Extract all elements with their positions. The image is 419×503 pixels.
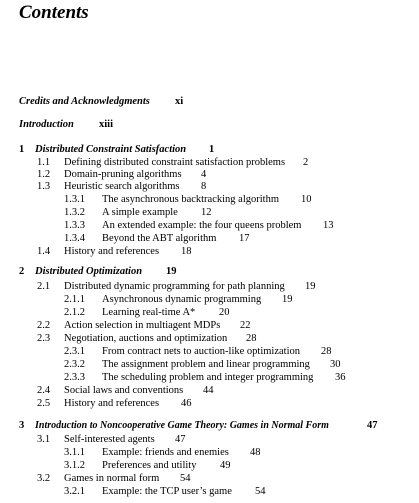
toc-subsection-number: 1.3.4 (64, 233, 85, 244)
toc-chapter-page: 1 (209, 144, 215, 155)
toc-subsection-title[interactable]: From contract nets to auction-like optimization (102, 346, 300, 357)
toc-subsection-number: 1.3.1 (64, 194, 85, 205)
toc-section-page: 18 (181, 246, 192, 257)
toc-subsection-number: 1.3.3 (64, 220, 85, 231)
toc-section-page: 4 (201, 169, 207, 180)
toc-subsection-title[interactable]: Asynchronous dynamic programming (102, 294, 262, 305)
toc-subsection-title[interactable]: Preferences and utility (102, 460, 197, 471)
toc-subsection-page: 28 (321, 346, 332, 357)
toc-subsection-number: 2.3.1 (64, 346, 85, 357)
toc-chapter-number: 2 (19, 266, 25, 277)
toc-subsection-page: 12 (201, 207, 212, 218)
toc-section-number: 1.2 (37, 169, 51, 180)
toc-section-page: 19 (305, 281, 316, 292)
toc-section-number: 2.2 (37, 320, 51, 331)
toc-subsection-number: 2.1.2 (64, 307, 85, 318)
toc-section-title[interactable]: Defining distributed constraint satisfaction problems (64, 157, 286, 168)
toc-front-label[interactable]: Credits and Acknowledgments (19, 96, 150, 107)
toc-subsection-title[interactable]: The asynchronous backtracking algorithm (102, 194, 279, 205)
toc-subsection-number: 2.3.3 (64, 372, 85, 383)
toc-chapter-number: 1 (19, 144, 25, 155)
toc-chapter-page: 47 (367, 420, 378, 431)
toc-section-page: 8 (201, 181, 207, 192)
toc-section-number: 3.2 (37, 473, 51, 484)
toc-chapter-page: 19 (166, 266, 177, 277)
toc-subsection-page: 49 (220, 460, 231, 471)
toc-section-number: 2.4 (37, 385, 51, 396)
toc-subsection-page: 17 (239, 233, 250, 244)
toc-subsection-page: 10 (301, 194, 312, 205)
toc-section-title[interactable]: Social laws and conventions (64, 385, 184, 396)
toc-section-title[interactable]: Domain-pruning algorithms (64, 169, 182, 180)
toc-subsection-title[interactable]: The scheduling problem and integer programming (102, 372, 314, 383)
toc-front-page: xi (175, 96, 184, 107)
toc-section-page: 54 (180, 473, 191, 484)
toc-section-page: 46 (181, 398, 192, 409)
toc-subsection-page: 54 (255, 486, 266, 497)
toc-section-title[interactable]: Action selection in multiagent MDPs (64, 320, 221, 331)
toc-section-page: 47 (175, 434, 186, 445)
toc-front-page: xiii (99, 119, 114, 130)
toc-subsection-number: 2.1.1 (64, 294, 85, 305)
toc-subsection-page: 36 (335, 372, 346, 383)
toc-section-title[interactable]: Heuristic search algorithms (64, 181, 180, 192)
toc-subsection-page: 20 (219, 307, 230, 318)
toc-chapter-title[interactable]: Distributed Constraint Satisfaction (35, 144, 187, 155)
toc-subsection-page: 48 (250, 447, 261, 458)
toc-subsection-number: 1.3.2 (64, 207, 85, 218)
toc-subsection-number: 2.3.2 (64, 359, 85, 370)
toc-chapter-title[interactable]: Introduction to Noncooperative Game Theory: Games in Normal Form (35, 420, 329, 431)
toc-subsection-number: 3.1.1 (64, 447, 85, 458)
toc-subsection-page: 19 (282, 294, 293, 305)
toc-subsection-title[interactable]: Example: the TCP user’s game (102, 486, 232, 497)
toc-subsection-number: 3.2.1 (64, 486, 85, 497)
toc-subsection-title[interactable]: Example: friends and enemies (102, 447, 229, 458)
toc-section-title[interactable]: Games in normal form (64, 473, 160, 484)
toc-subsection-title[interactable]: Beyond the ABT algorithm (102, 233, 217, 244)
toc-section-number: 2.5 (37, 398, 51, 409)
toc-section-number: 1.3 (37, 181, 51, 192)
toc-section-title[interactable]: Negotiation, auctions and optimization (64, 333, 228, 344)
toc-subsection-title[interactable]: Learning real-time A* (102, 307, 196, 318)
toc-front-label[interactable]: Introduction (19, 119, 74, 130)
page-title: Contents (19, 2, 89, 23)
toc-section-number: 2.1 (37, 281, 51, 292)
toc-section-page: 22 (240, 320, 251, 331)
toc-subsection-title[interactable]: A simple example (102, 207, 178, 218)
toc-section-title[interactable]: History and references (64, 398, 160, 409)
toc-section-title[interactable]: Self-interested agents (64, 434, 155, 445)
toc-section-number: 1.1 (37, 157, 51, 168)
toc-section-page: 2 (303, 157, 309, 168)
toc-section-number: 3.1 (37, 434, 51, 445)
toc-section-number: 2.3 (37, 333, 51, 344)
toc-section-page: 28 (246, 333, 257, 344)
toc-subsection-title[interactable]: The assignment problem and linear programming (102, 359, 310, 370)
toc-section-number: 1.4 (37, 246, 51, 257)
toc-section-page: 44 (203, 385, 214, 396)
toc-subsection-page: 13 (323, 220, 334, 231)
toc-subsection-number: 3.1.2 (64, 460, 85, 471)
toc-section-title[interactable]: History and references (64, 246, 160, 257)
toc-section-title[interactable]: Distributed dynamic programming for path planning (64, 281, 285, 292)
toc-chapter-number: 3 (19, 420, 25, 431)
toc-chapter-title[interactable]: Distributed Optimization (35, 266, 143, 277)
toc-subsection-title[interactable]: An extended example: the four queens problem (102, 220, 302, 231)
toc-subsection-page: 30 (330, 359, 341, 370)
